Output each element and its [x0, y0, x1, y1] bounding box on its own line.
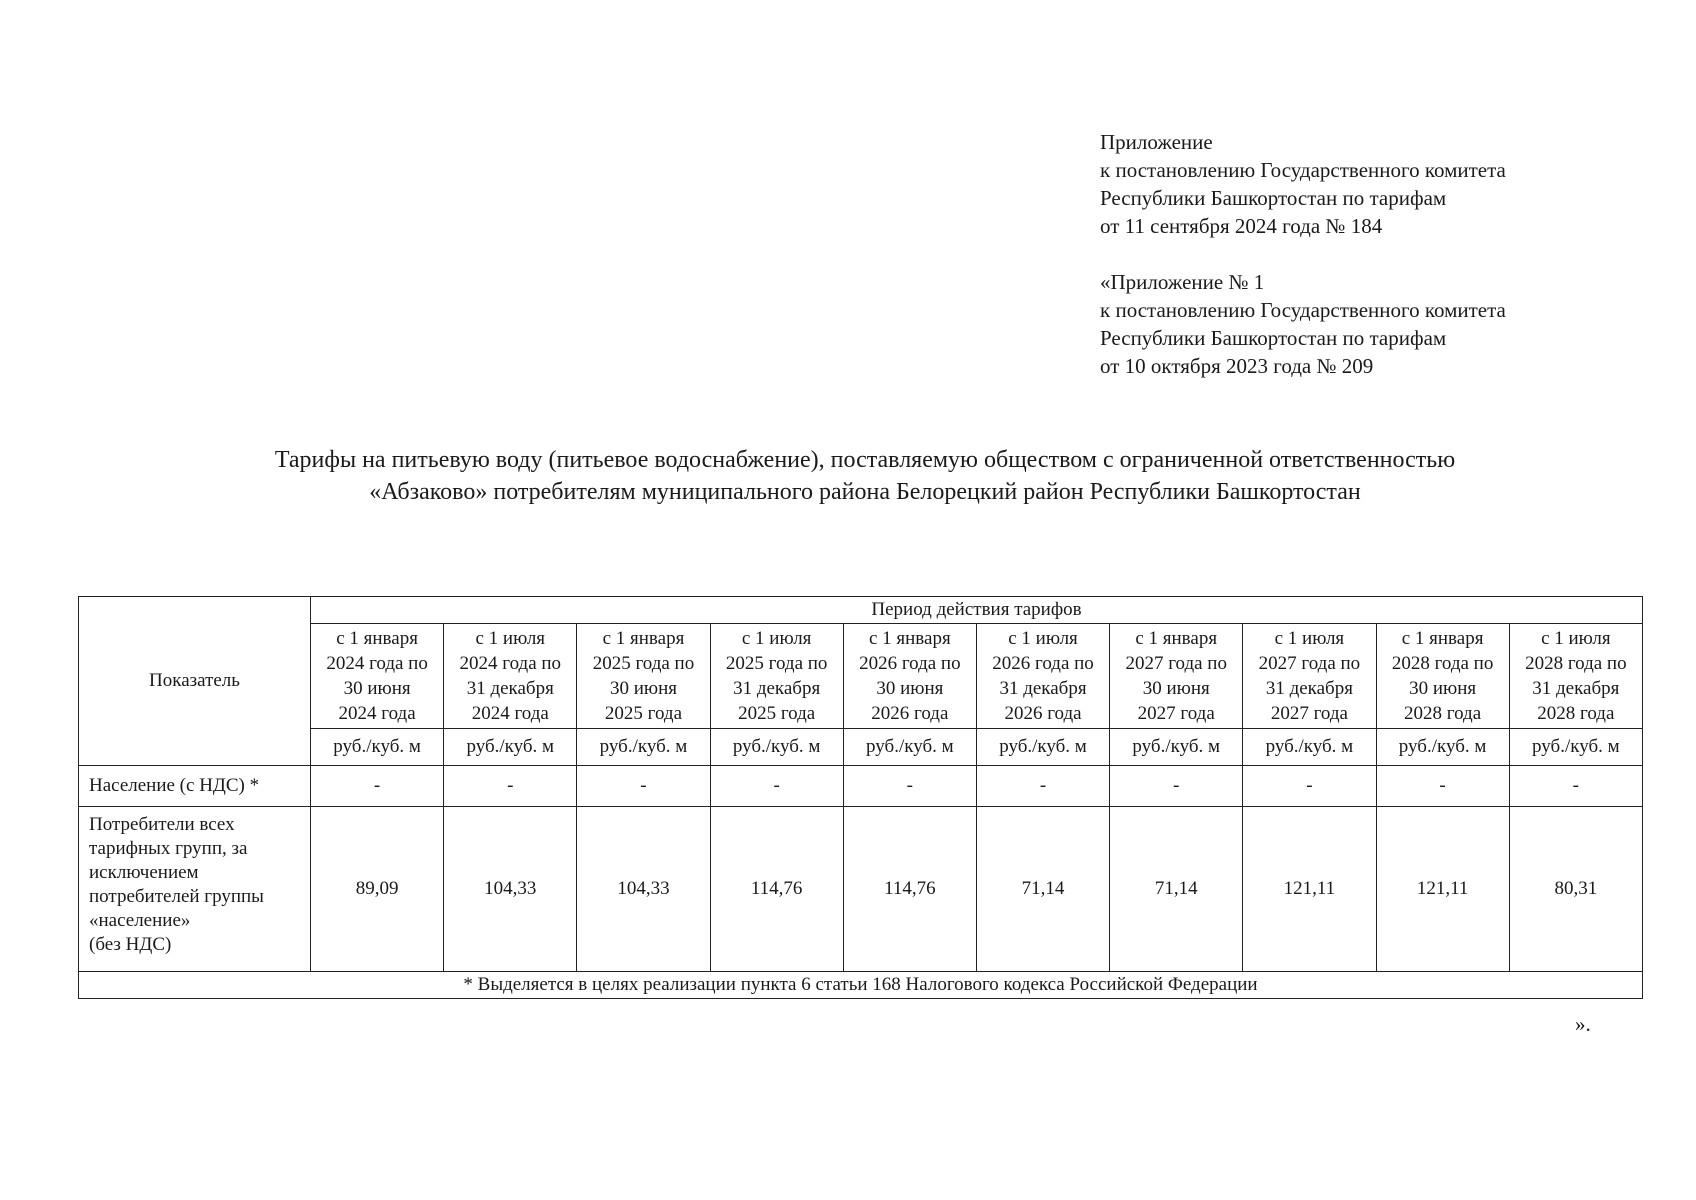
tariff-value: - — [1110, 766, 1243, 807]
footnote: * Выделяется в целях реализации пункта 6 статьи 168 Налогового кодекса Российской Федерации — [79, 972, 1643, 999]
title-line: Тарифы на питьевую воду (питьевое водоснабжение), поставляемую обществом с ограниченной ответственностью — [274, 447, 1456, 473]
tariff-value: - — [1243, 766, 1376, 807]
period-cell: с 1 июля 2028 года по 31 декабря 2028 года — [1509, 624, 1642, 729]
closing-quote: ». — [1575, 1012, 1591, 1036]
tariff-value: 71,14 — [1110, 807, 1243, 972]
indicator-header: Показатель — [79, 597, 311, 766]
period-header: Период действия тарифов — [311, 597, 1643, 624]
tariff-value: - — [444, 766, 577, 807]
unit-cell: руб./куб. м — [311, 729, 444, 766]
row-label: Потребители всех тарифных групп, за исключением потребителей группы «население» (без НДС) — [79, 807, 311, 972]
unit-cell: руб./куб. м — [444, 729, 577, 766]
table-row — [79, 766, 1643, 807]
annex-line: к постановлению Государственного комитета — [1100, 158, 1506, 182]
title-line: «Абзаково» потребителям муниципального района Белорецкий район Республики Башкортостан — [369, 479, 1361, 505]
annex-line: Республики Башкортостан по тарифам — [1100, 326, 1447, 350]
annex-line: Республики Башкортостан по тарифам — [1100, 186, 1447, 210]
unit-cell: руб./куб. м — [577, 729, 710, 766]
tariff-value: - — [843, 766, 976, 807]
tariff-value: 104,33 — [577, 807, 710, 972]
tariff-value: - — [710, 766, 843, 807]
period-cell: с 1 января 2024 года по 30 июня 2024 года — [311, 624, 444, 729]
unit-cell: руб./куб. м — [843, 729, 976, 766]
tariff-value: 114,76 — [710, 807, 843, 972]
unit-cell: руб./куб. м — [1509, 729, 1642, 766]
annex-line: от 11 сентября 2024 года № 184 — [1100, 214, 1383, 238]
unit-cell: руб./куб. м — [710, 729, 843, 766]
tariff-value: - — [311, 766, 444, 807]
annex-line: Приложение — [1100, 130, 1213, 154]
tariff-value: - — [1509, 766, 1642, 807]
unit-cell: руб./куб. м — [1376, 729, 1509, 766]
annex-line: «Приложение № 1 — [1100, 270, 1265, 294]
tariff-table — [78, 596, 1643, 999]
tariff-value: 80,31 — [1509, 807, 1642, 972]
unit-cell: руб./куб. м — [976, 729, 1109, 766]
annex-original — [1100, 268, 1506, 380]
tariff-value: 114,76 — [843, 807, 976, 972]
period-cell: с 1 января 2027 года по 30 июня 2027 года — [1110, 624, 1243, 729]
footnote-row — [79, 972, 1643, 999]
period-cell: с 1 января 2026 года по 30 июня 2026 года — [843, 624, 976, 729]
period-cell: с 1 января 2025 года по 30 июня 2025 года — [577, 624, 710, 729]
annex-line: от 10 октября 2023 года № 209 — [1100, 354, 1374, 378]
period-cell: с 1 июля 2025 года по 31 декабря 2025 года — [710, 624, 843, 729]
tariff-value: 104,33 — [444, 807, 577, 972]
document-title — [100, 444, 1630, 508]
period-cell: с 1 января 2028 года по 30 июня 2028 года — [1376, 624, 1509, 729]
tariff-value: 121,11 — [1376, 807, 1509, 972]
period-cell: с 1 июля 2024 года по 31 декабря 2024 года — [444, 624, 577, 729]
unit-cell: руб./куб. м — [1243, 729, 1376, 766]
tariff-value: 89,09 — [311, 807, 444, 972]
row-label: Население (с НДС) * — [79, 766, 311, 807]
tariff-value: - — [976, 766, 1109, 807]
tariff-value: - — [1376, 766, 1509, 807]
period-cell: с 1 июля 2026 года по 31 декабря 2026 года — [976, 624, 1109, 729]
table-row — [79, 807, 1643, 972]
annex-current — [1100, 128, 1506, 240]
tariff-value: - — [577, 766, 710, 807]
tariff-value: 71,14 — [976, 807, 1109, 972]
unit-cell: руб./куб. м — [1110, 729, 1243, 766]
period-cell: с 1 июля 2027 года по 31 декабря 2027 года — [1243, 624, 1376, 729]
annex-line: к постановлению Государственного комитета — [1100, 298, 1506, 322]
tariff-value: 121,11 — [1243, 807, 1376, 972]
